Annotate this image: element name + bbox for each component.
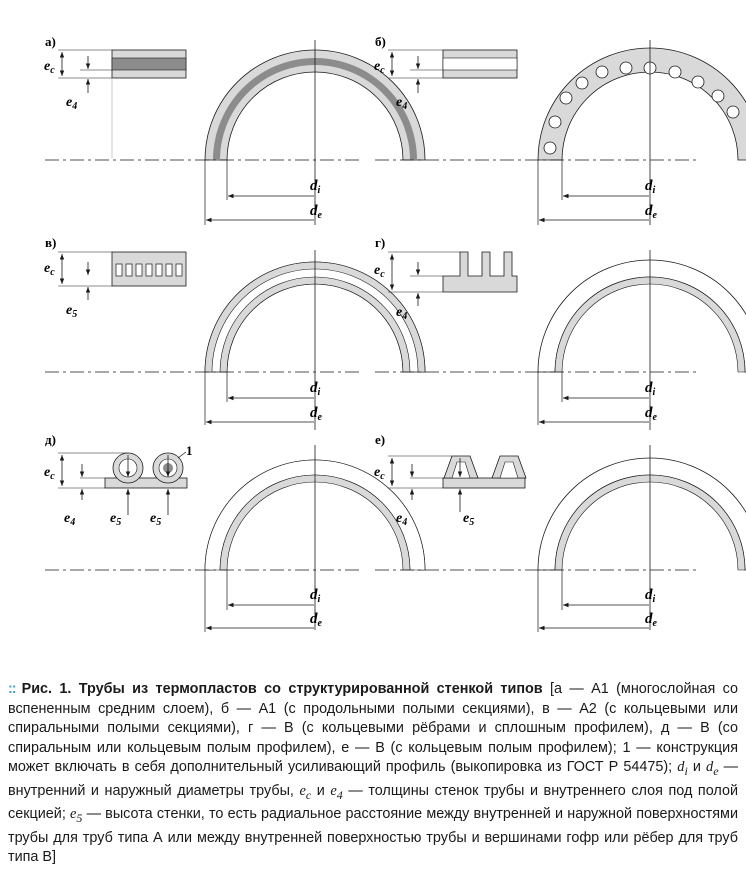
caption-sym-e4: $e_4$ (330, 782, 343, 802)
panel-f-label: е) (375, 432, 386, 447)
panel-c-e5-label: $e_5$ (66, 303, 78, 320)
panel-f-e5-label: $e_5$ (463, 511, 475, 528)
figure-caption: :: Рис. 1. Трубы из термопластов со структурированной стенкой типов [а — А1 (многослойная со вспененным средним слоем), б — А1 (с продольными полыми секциями), в — А2 (с кольцевыми или спиральными полыми секциями), г — В (с кольцевыми рёбрами и сплошным профилем), д — В (со спиральным или кольцевым полым профилем), е — В (с кольцевым полым профилем); 1 — конструкция может включать в себя дополнительный усиливающий профиль (выкопировка из ГОСТ Р 54475); $d_i$ и $d_e$ — внутренний и наружный диаметры трубы, $e_c$ и $e_4$ — толщины стенок трубы и внутреннего слоя под полой секцией; $e_5$ — высота стенки, то есть радиальное расстояние между внутренней и наружной поверхностями трубы для труб типа А или между внутренней поверхностью трубы и вершинами гофр или рёбер для труб типа В] (8, 681, 738, 866)
panel-d-label: г) (375, 235, 386, 250)
panel-f-base-layer (443, 478, 525, 488)
panel-b-di-label: $d_i$ (645, 178, 656, 196)
caption-sym-e5: $e_5$ (70, 806, 83, 826)
panel-b-pipe-wall (538, 48, 746, 160)
panel-f-pipe-outline (538, 458, 746, 570)
caption-title: Рис. 1. Трубы из термопластов со структурированной стенкой типов (21, 681, 543, 697)
panel-f-de-label: $d_e$ (645, 611, 657, 629)
panel-a-di-label: $d_i$ (310, 178, 321, 196)
caption-part2: — внутренний и наружный диаметры трубы, (8, 759, 738, 799)
caption-part1: [а — А1 (многослойная со вспененным средним слоем), б — А1 (с продольными полыми секциями), в — А2 (с кольцевыми или спиральными полыми секциями), г — В (с кольцевыми рёбрами и сплошным профилем), д — В (со спиральным или кольцевым полым профилем), е — В (с кольцевым полым профилем); 1 — конструкция может включать в себя дополнительный усиливающий профиль (выкопировка из ГОСТ Р 54475); (8, 681, 738, 776)
panel-e-callout-1: 1 (186, 443, 193, 458)
panel-d-de-label: $d_e$ (645, 405, 657, 423)
panel-a (44, 34, 425, 225)
panel-a-foam-layer (112, 58, 186, 70)
panel-e-e4-label: $e_4$ (64, 511, 76, 528)
panel-d-pipe-outline (538, 260, 746, 372)
panel-f-e4-label: $e_4$ (396, 511, 408, 528)
panel-f-ec-label: $e_c$ (374, 465, 385, 482)
panel-d-di-label: $d_i$ (645, 380, 656, 398)
caption-sym-ec: $e_c$ (299, 782, 312, 802)
panel-b (374, 34, 746, 225)
caption-sym-di: $d_i$ (677, 759, 688, 779)
panel-f (374, 432, 746, 632)
panel-d-ec-label: $e_c$ (374, 263, 385, 280)
panel-e-ec-label: $e_c$ (44, 465, 55, 482)
panel-b-label: б) (375, 34, 386, 49)
panel-c-di-label: $d_i$ (310, 380, 321, 398)
panel-f-di-label: $d_i$ (645, 587, 656, 605)
caption-part4: — высота стенки, то есть радиальное расстояние между внутренней и наружной поверхностями трубы для труб типа А или между внутренней поверхностью трубы и вершинами гофр или рёбер для труб типа В] (8, 806, 738, 866)
panel-c-label: в) (45, 235, 57, 250)
panel-e-label: д) (45, 432, 56, 447)
panel-e-de-label: $d_e$ (310, 611, 322, 629)
panel-e (44, 432, 425, 632)
panel-c-de-label: $d_e$ (310, 405, 322, 423)
panel-c-ec-label: $e_c$ (44, 261, 55, 278)
panel-b-ec-label: $e_c$ (374, 59, 385, 76)
panel-a-label: а) (45, 34, 56, 49)
panel-b-hollow-layer (443, 58, 517, 70)
panel-c (44, 235, 425, 430)
caption-bullet-icon: :: (8, 681, 16, 697)
panel-c-hollow-cells (116, 264, 182, 276)
panel-d-e4-label: $e_4$ (396, 305, 408, 322)
panel-b-de-label: $d_e$ (645, 203, 657, 221)
caption-sym-de: $d_e$ (705, 759, 719, 779)
panel-b-e4-label: $e_4$ (396, 95, 408, 112)
panel-d-rib-profile (443, 252, 517, 292)
panel-e-e5-label-1: $e_5$ (110, 511, 122, 528)
caption-part3: — толщины стенок трубы и внутреннего слоя под полой секцией; (8, 782, 738, 823)
panel-a-ec-label: $e_c$ (44, 59, 55, 76)
panel-e-e5-label-2: $e_5$ (150, 511, 162, 528)
panel-a-e4-label: $e_4$ (66, 95, 78, 112)
panel-d (374, 235, 746, 430)
panel-a-de-label: $d_e$ (310, 203, 322, 221)
panel-e-di-label: $d_i$ (310, 587, 321, 605)
